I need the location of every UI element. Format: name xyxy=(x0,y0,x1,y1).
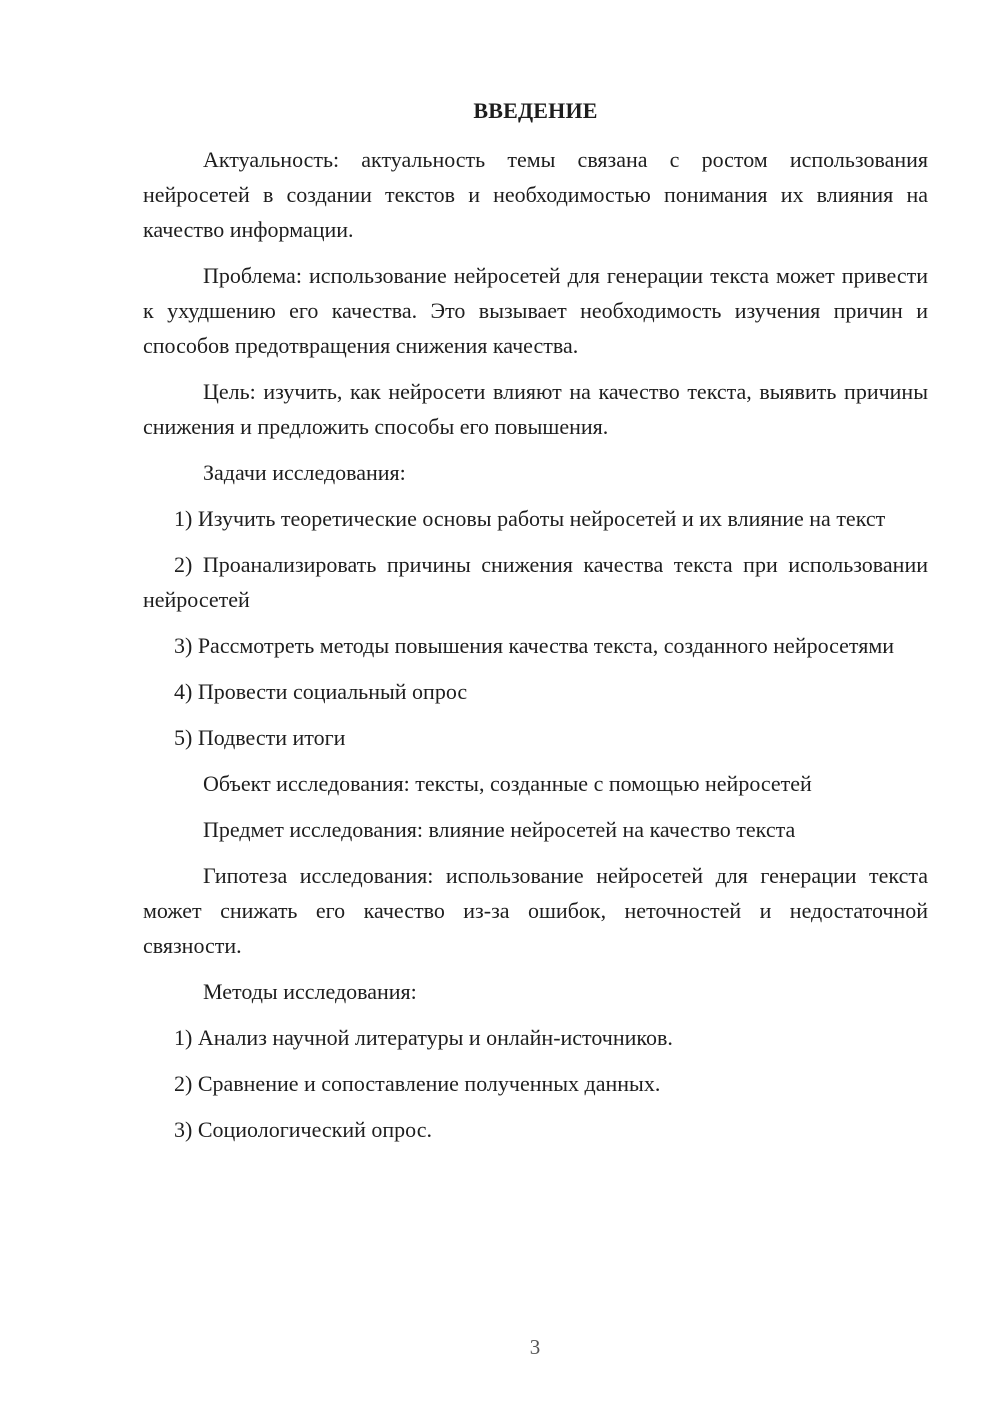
task-item-5: 5) Подвести итоги xyxy=(174,725,346,750)
task-item-1: 1) Изучить теоретические основы работы нейросетей и их влияние на текст xyxy=(174,506,886,531)
page-title: ВВЕДЕНИЕ xyxy=(473,98,598,123)
method-item-2: 2) Сравнение и сопоставление полученных данных. xyxy=(174,1071,661,1096)
task-item-3: 3) Рассмотреть методы повышения качества текста, созданного нейросетями xyxy=(174,633,895,658)
tasks-heading: Задачи исследования: xyxy=(203,460,406,485)
task-item-4: 4) Провести социальный опрос xyxy=(174,679,468,704)
research-hypothesis: Гипотеза исследования: использование нейросетей для генерации текста может снижать его качество из-за ошибок, неточностей и недостаточной связности. xyxy=(143,863,928,958)
method-item-3: 3) Социологический опрос. xyxy=(174,1117,432,1142)
relevance-paragraph: Актуальность: актуальность темы связана с ростом использования нейросетей в создании текстов и необходимостью понимания их влияния на качество информации. xyxy=(143,147,928,242)
method-item-1: 1) Анализ научной литературы и онлайн-источников. xyxy=(174,1025,673,1050)
methods-heading: Методы исследования: xyxy=(203,979,417,1004)
document-body xyxy=(143,142,928,1158)
task-item-2: 2) Проанализировать причины снижения качества текста при использовании нейросетей xyxy=(143,552,928,612)
page-number: 3 xyxy=(529,1335,541,1359)
research-object: Объект исследования: тексты, созданные с помощью нейросетей xyxy=(203,771,812,796)
research-subject: Предмет исследования: влияние нейросетей на качество текста xyxy=(203,817,796,842)
goal-paragraph: Цель: изучить, как нейросети влияют на качество текста, выявить причины снижения и предложить способы его повышения. xyxy=(143,379,928,439)
problem-paragraph: Проблема: использование нейросетей для генерации текста может привести к ухудшению его качества. Это вызывает необходимость изучения причин и способов предотвращения снижения качества. xyxy=(143,263,928,358)
